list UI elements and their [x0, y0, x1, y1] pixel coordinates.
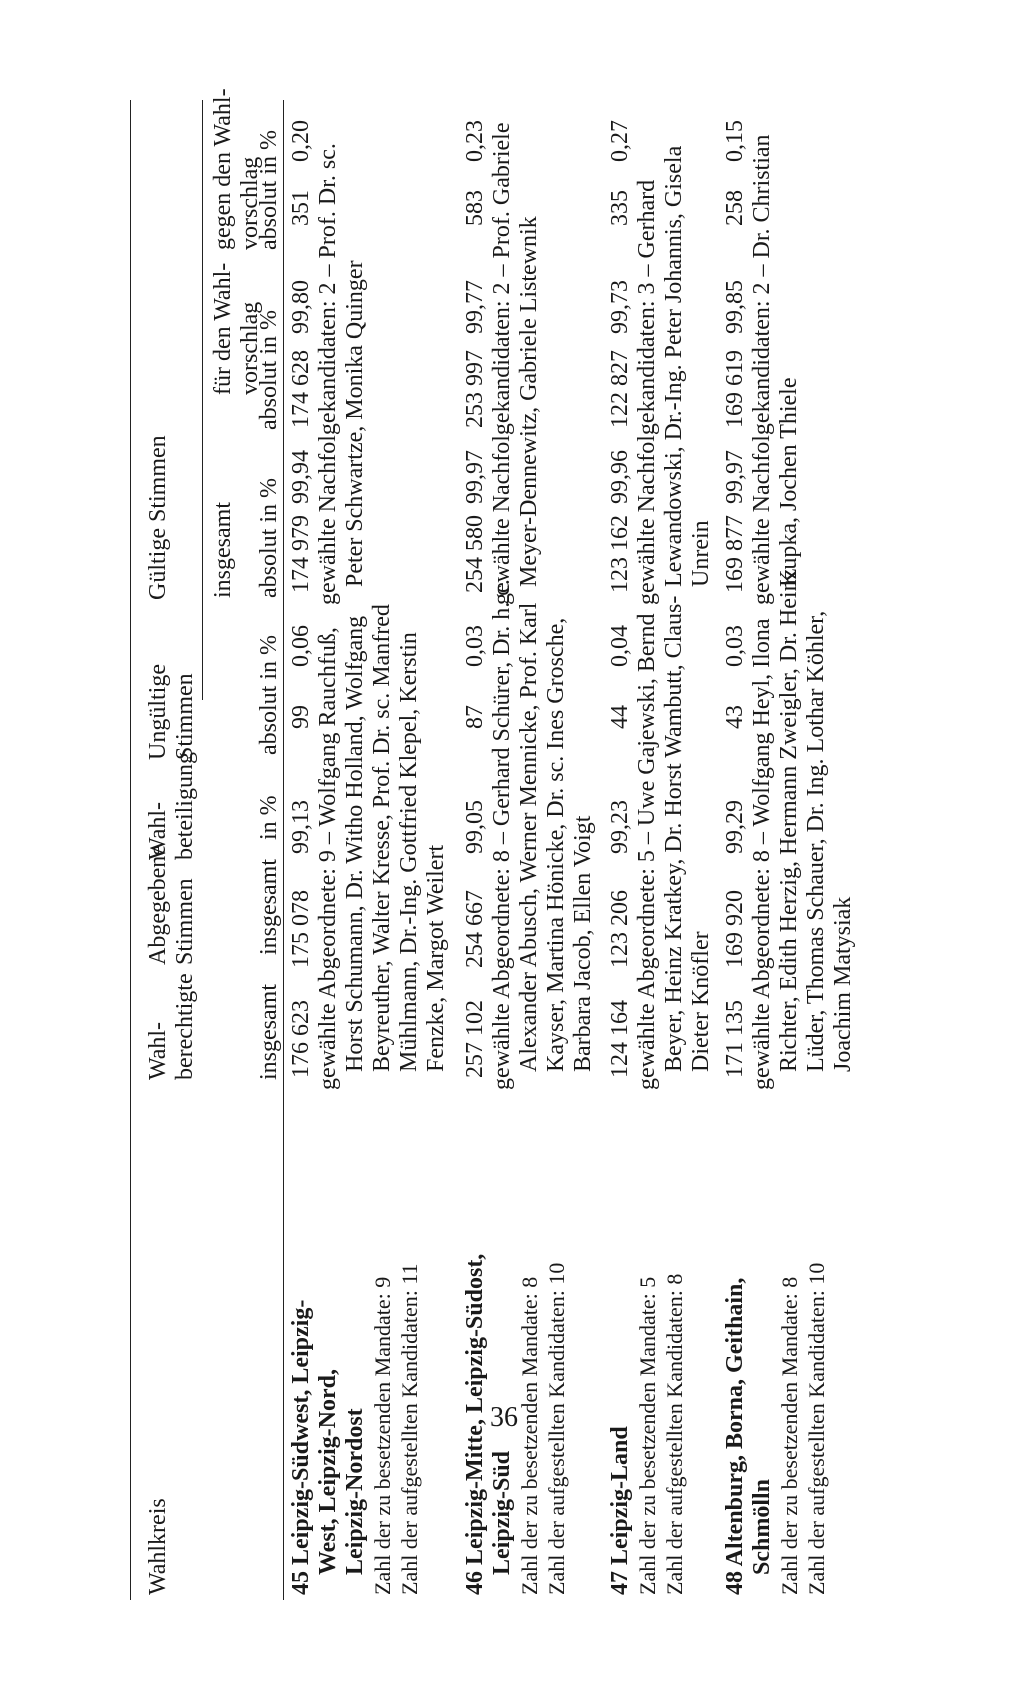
district-47-berechtigte: 124 164 [607, 1000, 633, 1078]
district-45-beteiligung: 99,13 [288, 800, 314, 854]
district-47-fuer-abs: 122 827 [607, 350, 633, 428]
district-45-name-2: West, Leipzig-Nord, [315, 1369, 341, 1575]
district-48-berechtigte: 171 135 [722, 1000, 748, 1078]
district-45-elected-3: Beyreuther, Walter Kresse, Prof. Dr. sc. Manfred [369, 604, 395, 1072]
page-number: 36 [490, 1402, 518, 1433]
district-47-abgegeben: 123 206 [607, 890, 633, 968]
rotated-table [100, 88, 860, 1600]
district-46-elected-3: Kayser, Martina Hönicke, Dr. sc. Ines Grosche, [543, 617, 569, 1072]
gueltige-group-rule [202, 100, 203, 700]
district-48-fuer-pct: 99,85 [722, 280, 748, 334]
district-48-name-1: 48 Altenburg, Borna, Geithain, [722, 1277, 748, 1595]
district-45-ungueltig-abs: 99 [288, 705, 314, 729]
district-47-name-1: 47 Leipzig-Land [607, 1426, 633, 1595]
district-45-successors-2: Peter Schwartze, Monika Quinger [342, 260, 368, 587]
header-gueltige-stimmen: Gültige Stimmen [145, 435, 171, 600]
district-46-elected-2: Alexander Abusch, Werner Mennicke, Prof. Karl [516, 602, 542, 1072]
header-wahlkreis: Wahlkreis [145, 1498, 171, 1595]
district-48-gueltig-abs: 169 877 [722, 515, 748, 593]
district-46-name-2: Leipzig-Süd [489, 1450, 515, 1575]
district-46-gegen-pct: 0,23 [462, 120, 488, 162]
header-abgegebene-1: Abgegebene [145, 845, 171, 965]
header-ungueltige-1: Ungültige [145, 664, 171, 760]
district-48-candidates: Zahl der aufgestellten Kandidaten: 10 [804, 1262, 829, 1595]
district-46-berechtigte: 257 102 [462, 1000, 488, 1078]
district-47-ungueltig-pct: 0,04 [607, 625, 633, 667]
header-wahlberechtigte-1: Wahl- [145, 1021, 171, 1080]
district-45-gueltig-abs: 174 979 [288, 515, 314, 593]
district-48-beteiligung: 99,29 [722, 800, 748, 854]
district-47-elected-3: Dieter Knöfler [688, 931, 714, 1072]
district-47-elected-2: Beyer, Heinz Kratkey, Dr. Horst Wambutt, Claus- [661, 595, 687, 1072]
district-48-fuer-abs: 169 619 [722, 350, 748, 428]
header-abgegebene-2: Stimmen [172, 878, 198, 965]
district-48-mandates: Zahl der zu besetzenden Mandate: 8 [777, 1276, 802, 1595]
district-45-abgegeben: 175 078 [288, 890, 314, 968]
district-45-elected-1: gewählte Abgeordnete: 9 – Wolfgang Rauchfuß, [315, 627, 341, 1090]
district-48-name-2: Schmölln [749, 1478, 775, 1575]
district-45-name-1: 45 Leipzig-Südwest, Leipzig- [288, 1299, 314, 1595]
header-wahlberechtigte-2: berechtigte [172, 973, 198, 1080]
district-47-gueltig-abs: 123 162 [607, 515, 633, 593]
district-45-berechtigte: 176 623 [288, 1000, 314, 1078]
header-fuer-2: vorschlag [237, 301, 263, 395]
district-46-beteiligung: 99,05 [462, 800, 488, 854]
district-47-successors-3: Unrein [688, 520, 714, 587]
header-bottom-rule [283, 100, 284, 1600]
subheader-gegen-absolut: absolut in % [256, 130, 282, 250]
district-47-gegen-abs: 335 [607, 190, 633, 226]
district-46-name-1: 46 Leipzig-Mitte, Leipzig-Südost, [462, 1253, 488, 1595]
district-48-gegen-pct: 0,15 [722, 120, 748, 162]
district-45-successors-1: gewählte Nachfolgekandidaten: 2 – Prof. Dr. sc. [315, 143, 341, 605]
district-47-candidates: Zahl der aufgestellten Kandidaten: 8 [662, 1273, 687, 1595]
district-46-ungueltig-abs: 87 [462, 705, 488, 729]
district-46-elected-1: gewählte Abgeordnete: 8 – Gerhard Schürer, Dr. h. c. [489, 579, 515, 1090]
subheader-insgesamt-2: insgesamt [256, 859, 282, 955]
district-48-abgegeben: 169 920 [722, 890, 748, 968]
header-wahlbeteiligung-1: Wahl- [145, 801, 171, 860]
district-48-elected-3: Lüder, Thomas Schauer, Dr. Ing. Lothar Köhler, [803, 610, 829, 1072]
district-46-fuer-abs: 253 997 [462, 350, 488, 428]
district-48-gueltig-pct: 99,97 [722, 450, 748, 504]
header-gegen-2: vorschlag [237, 156, 263, 250]
district-46-elected-4: Barbara Jacob, Ellen Voigt [570, 815, 596, 1072]
district-47-beteiligung: 99,23 [607, 800, 633, 854]
district-48-ungueltig-abs: 43 [722, 705, 748, 729]
subheader-fuer-absolut: absolut in % [256, 310, 282, 430]
district-46-successors-1: gewählte Nachfolgekandidaten: 2 – Prof. Gabriele [489, 122, 515, 605]
district-45-elected-2: Horst Schumann, Dr. Witho Holland, Wolfgang [342, 615, 368, 1072]
district-45-elected-5: Fenzke, Margot Weilert [423, 844, 449, 1072]
header-fuer-1: für den Wahl- [210, 262, 236, 395]
district-45-fuer-abs: 174 628 [288, 350, 314, 428]
subheader-in-pct: in % [256, 795, 282, 840]
district-47-successors-2: Lewandowski, Dr.-Ing. Peter Johannis, Gisela [661, 145, 687, 587]
district-46-ungueltig-pct: 0,03 [462, 625, 488, 667]
district-46-gueltig-pct: 99,97 [462, 450, 488, 504]
district-48-elected-4: Joachim Matysiak [830, 896, 856, 1072]
district-45-gegen-pct: 0,20 [288, 120, 314, 162]
district-46-candidates: Zahl der aufgestellten Kandidaten: 10 [544, 1262, 569, 1595]
subheader-ungueltig-absolut: absolut in % [256, 635, 282, 755]
district-48-successors-2: Kupka, Jochen Thiele [776, 377, 802, 587]
district-46-successors-2: Meyer-Dennewitz, Gabriele Listewnik [516, 216, 542, 587]
district-46-gegen-abs: 583 [462, 190, 488, 226]
district-48-elected-1: gewählte Abgeordnete: 8 – Wolfgang Heyl, Ilona [749, 618, 775, 1090]
district-45-elected-4: Mühlmann, Dr.-Ing. Gottfried Klepel, Kerstin [396, 632, 422, 1072]
header-ungueltige-2: Stimmen [172, 673, 198, 760]
district-45-fuer-pct: 99,80 [288, 280, 314, 334]
subheader-insgesamt-1: insgesamt [256, 984, 282, 1080]
district-45-mandates: Zahl der zu besetzenden Mandate: 9 [370, 1276, 395, 1595]
district-46-fuer-pct: 99,77 [462, 280, 488, 334]
header-gegen-1: gegen den Wahl- [210, 88, 236, 250]
header-wahlbeteiligung-2: beteiligung [172, 752, 198, 860]
district-47-fuer-pct: 99,73 [607, 280, 633, 334]
subheader-gueltig-absolut: absolut in % [256, 478, 282, 598]
district-47-successors-1: gewählte Nachfolgekandidaten: 3 – Gerhard [634, 179, 660, 605]
district-47-ungueltig-abs: 44 [607, 705, 633, 729]
district-48-ungueltig-pct: 0,03 [722, 625, 748, 667]
district-46-gueltig-abs: 254 580 [462, 515, 488, 593]
district-48-gegen-abs: 258 [722, 190, 748, 226]
district-47-gegen-pct: 0,27 [607, 120, 633, 162]
district-47-mandates: Zahl der zu besetzenden Mandate: 5 [635, 1276, 660, 1595]
district-45-gegen-abs: 351 [288, 190, 314, 226]
district-47-elected-1: gewählte Abgeordnete: 5 – Uwe Gajewski, Bernd [634, 613, 660, 1090]
header-insgesamt-group: insgesamt [210, 502, 236, 598]
district-45-ungueltig-pct: 0,06 [288, 625, 314, 667]
district-45-name-3: Leipzig-Nordost [342, 1408, 368, 1575]
district-46-mandates: Zahl der zu besetzenden Mandate: 8 [517, 1276, 542, 1595]
district-48-elected-2: Richter, Edith Herzig, Hermann Zweigler, Dr. Heinz [776, 568, 802, 1072]
district-45-candidates: Zahl der aufgestellten Kandidaten: 11 [397, 1263, 422, 1595]
district-48-successors-1: gewählte Nachfolgekandidaten: 2 – Dr. Christian [749, 134, 775, 605]
district-47-gueltig-pct: 99,96 [607, 450, 633, 504]
top-rule [130, 100, 131, 1600]
district-45-gueltig-pct: 99,94 [288, 450, 314, 504]
district-46-abgegeben: 254 667 [462, 890, 488, 968]
